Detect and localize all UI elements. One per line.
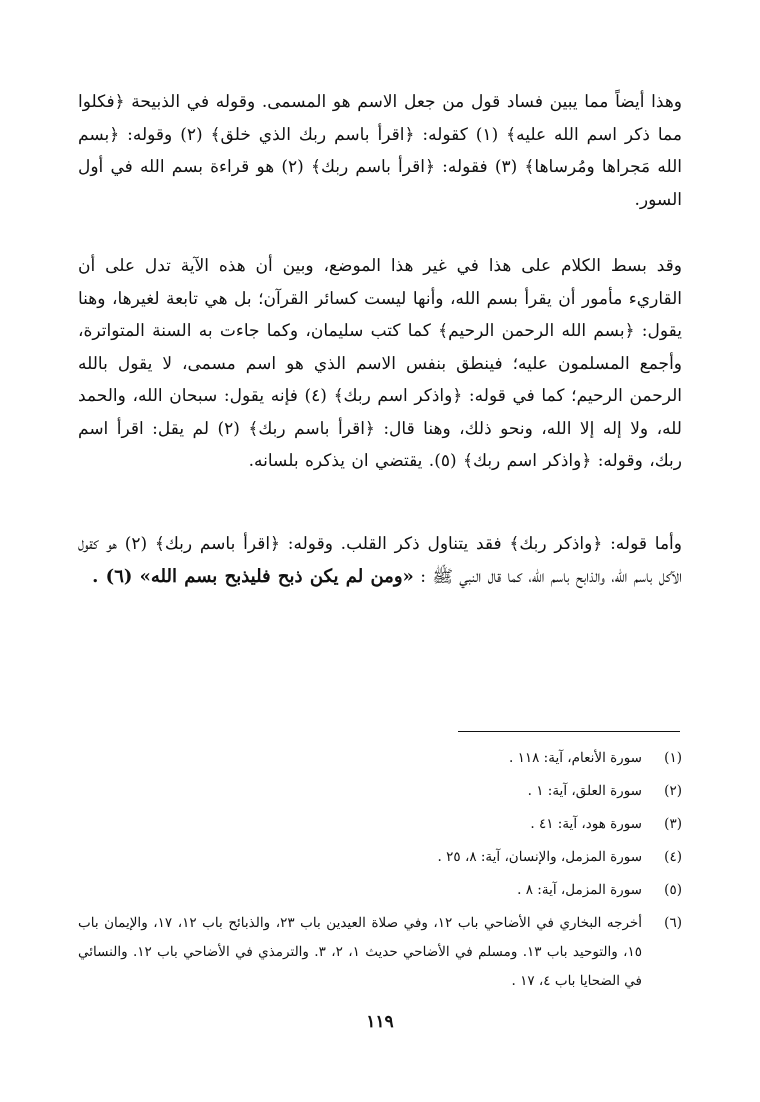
page-number: ١١٩ — [366, 1012, 394, 1032]
footnote-2 — [78, 777, 682, 810]
footnote-text: أخرجه البخاري في الأضاحي باب ١٢، وفي صلاة العيدين باب ٢٣، والذبائح باب ١٢، ١٧، والإيمان باب ١٥، والتوحيد باب ١٣. ومسلم في الأضاحي حديث ١، ٢، ٣. والترمذي في الأضاحي باب ١٢. والنسائي في الضحايا باب ٤، ١٧ . — [78, 915, 643, 989]
paragraph-1-text: وهذا أيضاً مما يبين فساد قول من جعل الاسم هو المسمى. وقوله في الذبيحة ﴿فكلوا مما ذكر اسم الله عليه﴾ (١) كقوله: ﴿اقرأ باسم ربك الذي خلق﴾ (٢) وقوله: ﴿بسم الله مَجراها ومُرساها﴾ (٣) فقوله: ﴿اقرأ باسم ربك﴾ (٢) هو قراءة بسم الله في أول السور. — [78, 92, 682, 210]
paragraph-3-body: وأما قوله: ﴿واذكر ربك﴾ فقد يتناول ذكر القلب. وقوله: ﴿اقرأ باسم ربك﴾ (٢) هو كقول الآكل باسم الله، والذابح باسم الله، كما قال النبي ﷺ : — [78, 534, 682, 587]
footnote-number: (٢) — [664, 783, 682, 799]
footnote-4 — [78, 843, 682, 876]
paragraph-2-text: وقد بسط الكلام على هذا في غير هذا الموضع، وبين أن هذه الآية تدل على أن القاريء مأمور أن يقرأ بسم الله، وأنها ليست كسائر القرآن؛ بل هي تابعة لغيرها، وهنا يقول: ﴿بسم الله الرحمن الرحيم﴾ كما كتب سليمان، وكما جاءت به السنة المتواترة، وأجمع المسلمون عليه؛ فينطق بنفس الاسم الذي هو اسم مسمى، لا يقول بالله الرحمن الرحيم؛ كما في قوله: ﴿واذكر اسم ربك﴾ (٤) فإنه يقول: سبحان الله، والحمد لله، ولا إله إلا الله، ونحو ذلك، وهنا قال: ﴿اقرأ باسم ربك﴾ (٢) لم يقل: اقرأ اسم ربك، وقوله: ﴿واذكر اسم ربك﴾ (٥). يقتضي ان يذكره بلسانه. — [78, 256, 682, 471]
paragraph-3 — [78, 528, 682, 593]
footnote-number: (٥) — [664, 882, 682, 898]
footnote-6 — [78, 909, 682, 996]
footnote-separator — [458, 731, 680, 732]
footnote-text: سورة الأنعام، آية: ١١٨ . — [509, 750, 642, 766]
paragraph-1 — [78, 86, 682, 216]
footnote-number: (٤) — [664, 849, 682, 865]
footnote-text: سورة العلق، آية: ١ . — [527, 783, 642, 799]
footnote-5 — [78, 876, 682, 909]
footnote-text: سورة المزمل، والإنسان، آية: ٨، ٢٥ . — [437, 849, 642, 865]
footnote-number: (١) — [664, 750, 682, 766]
footnote-1 — [78, 744, 682, 777]
hadith-quote: «ومن لم يكن ذبح فليذبح بسم الله» (٦) . — [92, 565, 414, 587]
footnote-text: سورة المزمل، آية: ٨ . — [517, 882, 642, 898]
paragraph-2 — [78, 250, 682, 478]
footnote-3 — [78, 810, 682, 843]
footnotes — [78, 744, 682, 996]
paragraph-3-text — [78, 528, 682, 593]
footnote-number: (٣) — [664, 816, 682, 832]
footnote-number: (٦) — [664, 915, 682, 931]
footnote-text: سورة هود، آية: ٤١ . — [530, 816, 642, 832]
